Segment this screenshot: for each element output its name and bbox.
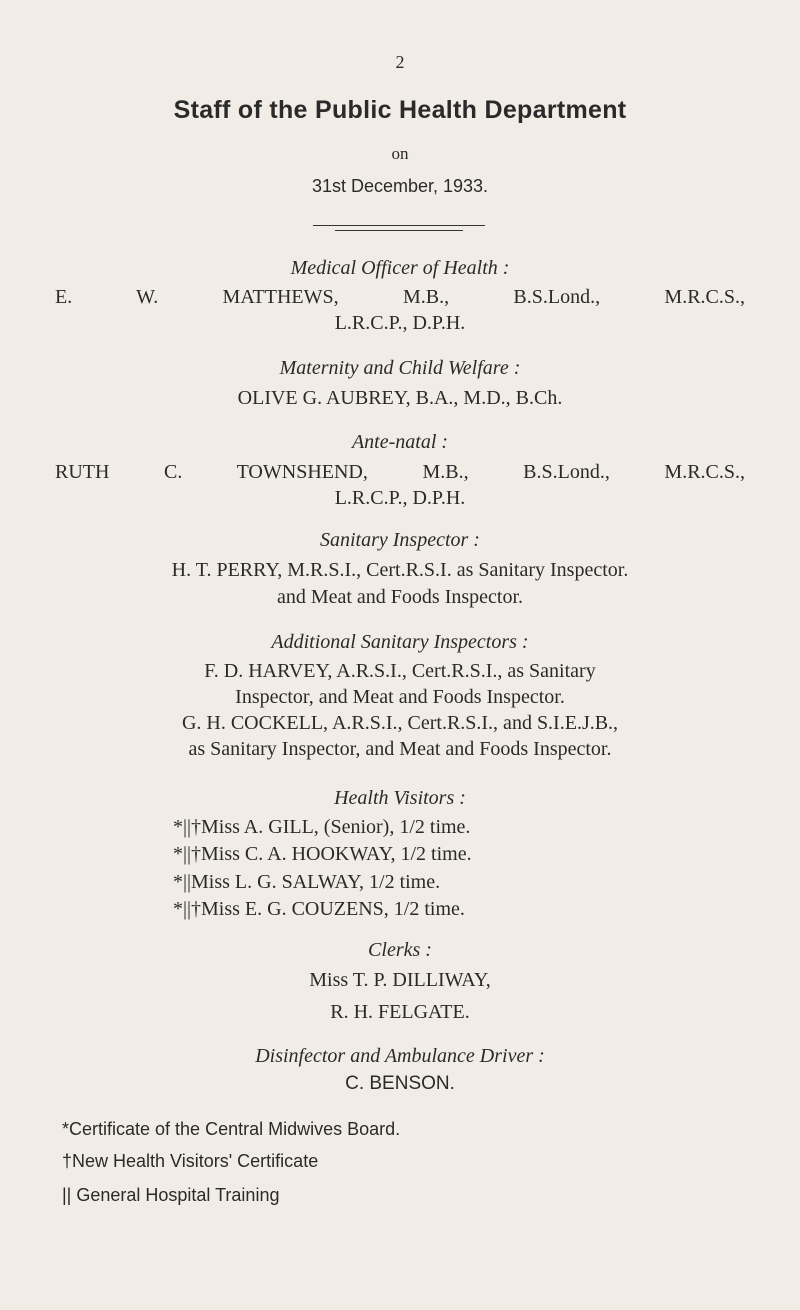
section-heading-disinfector: Disinfector and Ambulance Driver : bbox=[255, 1045, 545, 1067]
visitor-line-4: *||†Miss E. G. COUZENS, 1/2 time. bbox=[173, 898, 465, 920]
clerks-line-1: Miss T. P. DILLIWAY, bbox=[309, 969, 491, 991]
divider-rule-top bbox=[313, 225, 485, 226]
visitor-line-1: *||†Miss A. GILL, (Senior), 1/2 time. bbox=[173, 816, 471, 838]
section-heading-sanitary: Sanitary Inspector : bbox=[320, 529, 480, 551]
sanitary-line-2: and Meat and Foods Inspector. bbox=[276, 586, 524, 608]
divider-rule-bottom bbox=[335, 230, 463, 231]
visitor-line-2: *||†Miss C. A. HOOKWAY, 1/2 time. bbox=[173, 843, 472, 865]
page-title: Staff of the Public Health Department bbox=[173, 96, 627, 124]
footnote-dagger: †New Health Visitors' Certificate bbox=[62, 1151, 319, 1171]
additional-line-1: F. D. HARVEY, A.R.S.I., Cert.R.S.I., as Sanitary bbox=[204, 660, 596, 682]
page-number: 2 bbox=[395, 52, 405, 72]
antenatal-line-1: RUTH C. TOWNSHEND, M.B., B.S.Lond., M.R.C.S., bbox=[55, 461, 745, 483]
section-heading-maternity: Maternity and Child Welfare : bbox=[279, 357, 521, 379]
antenatal-line-2: L.R.C.P., D.P.H. bbox=[334, 487, 466, 509]
footnote-parallel: || General Hospital Training bbox=[62, 1185, 280, 1205]
section-heading-moh: Medical Officer of Health : bbox=[290, 257, 510, 279]
title-on: on bbox=[391, 144, 409, 163]
section-heading-clerks: Clerks : bbox=[368, 939, 432, 961]
section-heading-antenatal: Ante-natal : bbox=[351, 431, 449, 453]
disinfector-line-1: C. BENSON. bbox=[345, 1073, 455, 1094]
title-date: 31st December, 1933. bbox=[311, 176, 489, 196]
moh-line-1: E. W. MATTHEWS, M.B., B.S.Lond., M.R.C.S., bbox=[55, 286, 745, 308]
clerks-line-2: R. H. FELGATE. bbox=[330, 1001, 470, 1023]
maternity-line-1: OLIVE G. AUBREY, B.A., M.D., B.Ch. bbox=[237, 387, 563, 409]
section-heading-visitors: Health Visitors : bbox=[334, 787, 466, 809]
sanitary-line-1: H. T. PERRY, M.R.S.I., Cert.R.S.I. as Sanitary Inspector. bbox=[171, 559, 629, 581]
additional-line-2: Inspector, and Meat and Foods Inspector. bbox=[235, 686, 565, 708]
footnote-star: *Certificate of the Central Midwives Board. bbox=[62, 1119, 401, 1139]
visitor-line-3: *||Miss L. G. SALWAY, 1/2 time. bbox=[173, 871, 441, 893]
section-heading-additional: Additional Sanitary Inspectors : bbox=[271, 631, 529, 653]
moh-line-2: L.R.C.P., D.P.H. bbox=[334, 312, 466, 334]
additional-line-3: G. H. COCKELL, A.R.S.I., Cert.R.S.I., and S.I.E.J.B., bbox=[181, 712, 619, 734]
additional-line-4: as Sanitary Inspector, and Meat and Foods Inspector. bbox=[188, 738, 612, 760]
